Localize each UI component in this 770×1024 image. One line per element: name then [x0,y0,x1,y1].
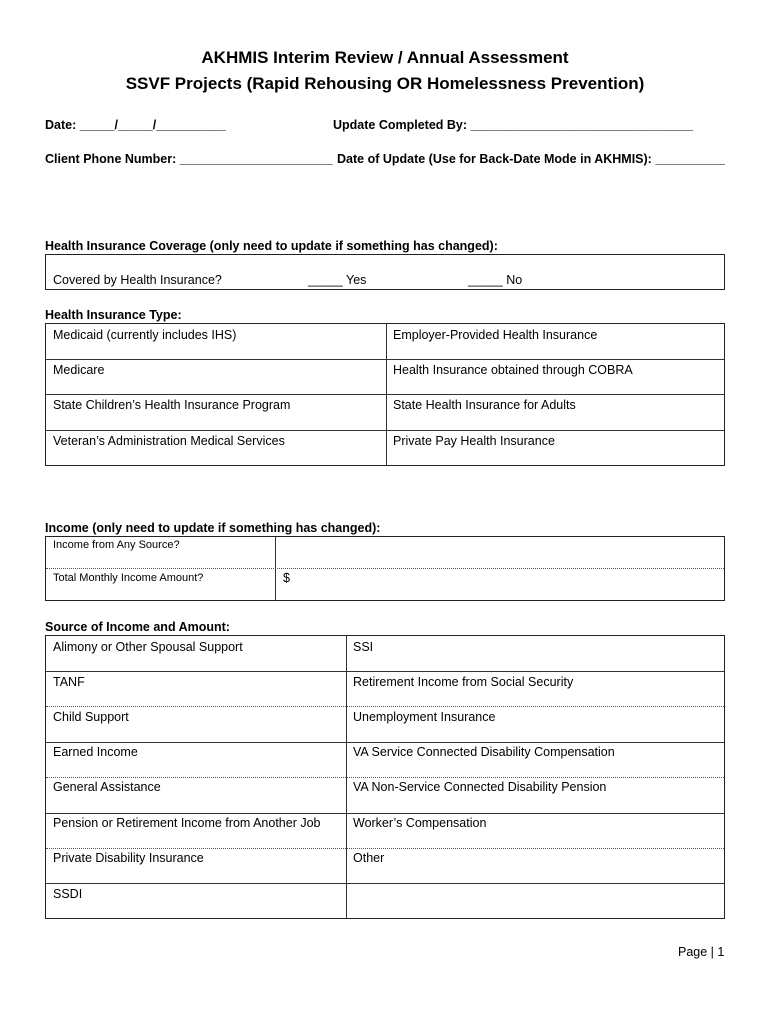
total-monthly-income-field[interactable]: $ [283,571,290,585]
income-source-workers-comp[interactable]: Worker’s Compensation [353,816,487,830]
health-type-table [45,323,725,466]
income-source-ssdi[interactable]: SSDI [53,887,83,901]
update-completed-by-field[interactable]: Update Completed By: ________________________________ [333,118,693,132]
income-source-tanf[interactable]: TANF [53,675,85,689]
health-type-employer[interactable]: Employer-Provided Health Insurance [393,328,598,342]
date-of-update-field[interactable]: Date of Update (Use for Back-Date Mode in AKHMIS): __________ [337,152,725,166]
income-source-alimony[interactable]: Alimony or Other Spousal Support [53,640,243,654]
health-coverage-box [45,254,725,290]
income-sources-heading: Source of Income and Amount: [45,620,230,634]
health-type-state-adults[interactable]: State Health Insurance for Adults [393,398,576,412]
income-sources-table [45,635,725,919]
coverage-no-option[interactable]: _____ No [468,273,523,287]
income-source-ssi[interactable]: SSI [353,640,374,654]
client-phone-field[interactable]: Client Phone Number: ______________________ [45,152,333,166]
health-type-medicaid[interactable]: Medicaid (currently includes IHS) [53,328,237,342]
income-source-private-disability[interactable]: Private Disability Insurance [53,851,204,865]
income-source-ss-retirement[interactable]: Retirement Income from Social Security [353,675,574,689]
income-source-child-support[interactable]: Child Support [53,710,129,724]
income-source-pension[interactable]: Pension or Retirement Income from Another Job [53,816,321,830]
health-type-cobra[interactable]: Health Insurance obtained through COBRA [393,363,633,377]
income-heading: Income (only need to update if something has changed): [45,521,381,535]
income-table [45,536,725,601]
form-title: AKHMIS Interim Review / Annual Assessment [201,48,569,67]
health-type-medicare[interactable]: Medicare [53,363,105,377]
health-type-schip[interactable]: State Children’s Health Insurance Program [53,398,291,412]
income-source-va-service-connected[interactable]: VA Service Connected Disability Compensation [353,745,615,759]
income-source-unemployment[interactable]: Unemployment Insurance [353,710,496,724]
health-coverage-heading: Health Insurance Coverage (only need to update if something has changed): [45,239,498,253]
income-source-other[interactable]: Other [353,851,385,865]
income-source-va-non-service[interactable]: VA Non-Service Connected Disability Pension [353,780,607,794]
health-type-va-medical[interactable]: Veteran’s Administration Medical Services [53,434,285,448]
date-field[interactable]: Date: _____/_____/__________ [45,118,226,132]
income-any-source-label: Income from Any Source? [53,539,180,551]
page-number: Page | 1 [678,945,725,959]
covered-question: Covered by Health Insurance? [53,273,222,287]
income-source-earned[interactable]: Earned Income [53,745,138,759]
income-source-general-assistance[interactable]: General Assistance [53,780,161,794]
health-type-heading: Health Insurance Type: [45,308,182,322]
form-subtitle: SSVF Projects (Rapid Rehousing OR Homelessness Prevention) [125,74,645,93]
coverage-yes-option[interactable]: _____ Yes [308,273,367,287]
total-monthly-income-label: Total Monthly Income Amount? [53,572,204,584]
health-type-private-pay[interactable]: Private Pay Health Insurance [393,434,555,448]
